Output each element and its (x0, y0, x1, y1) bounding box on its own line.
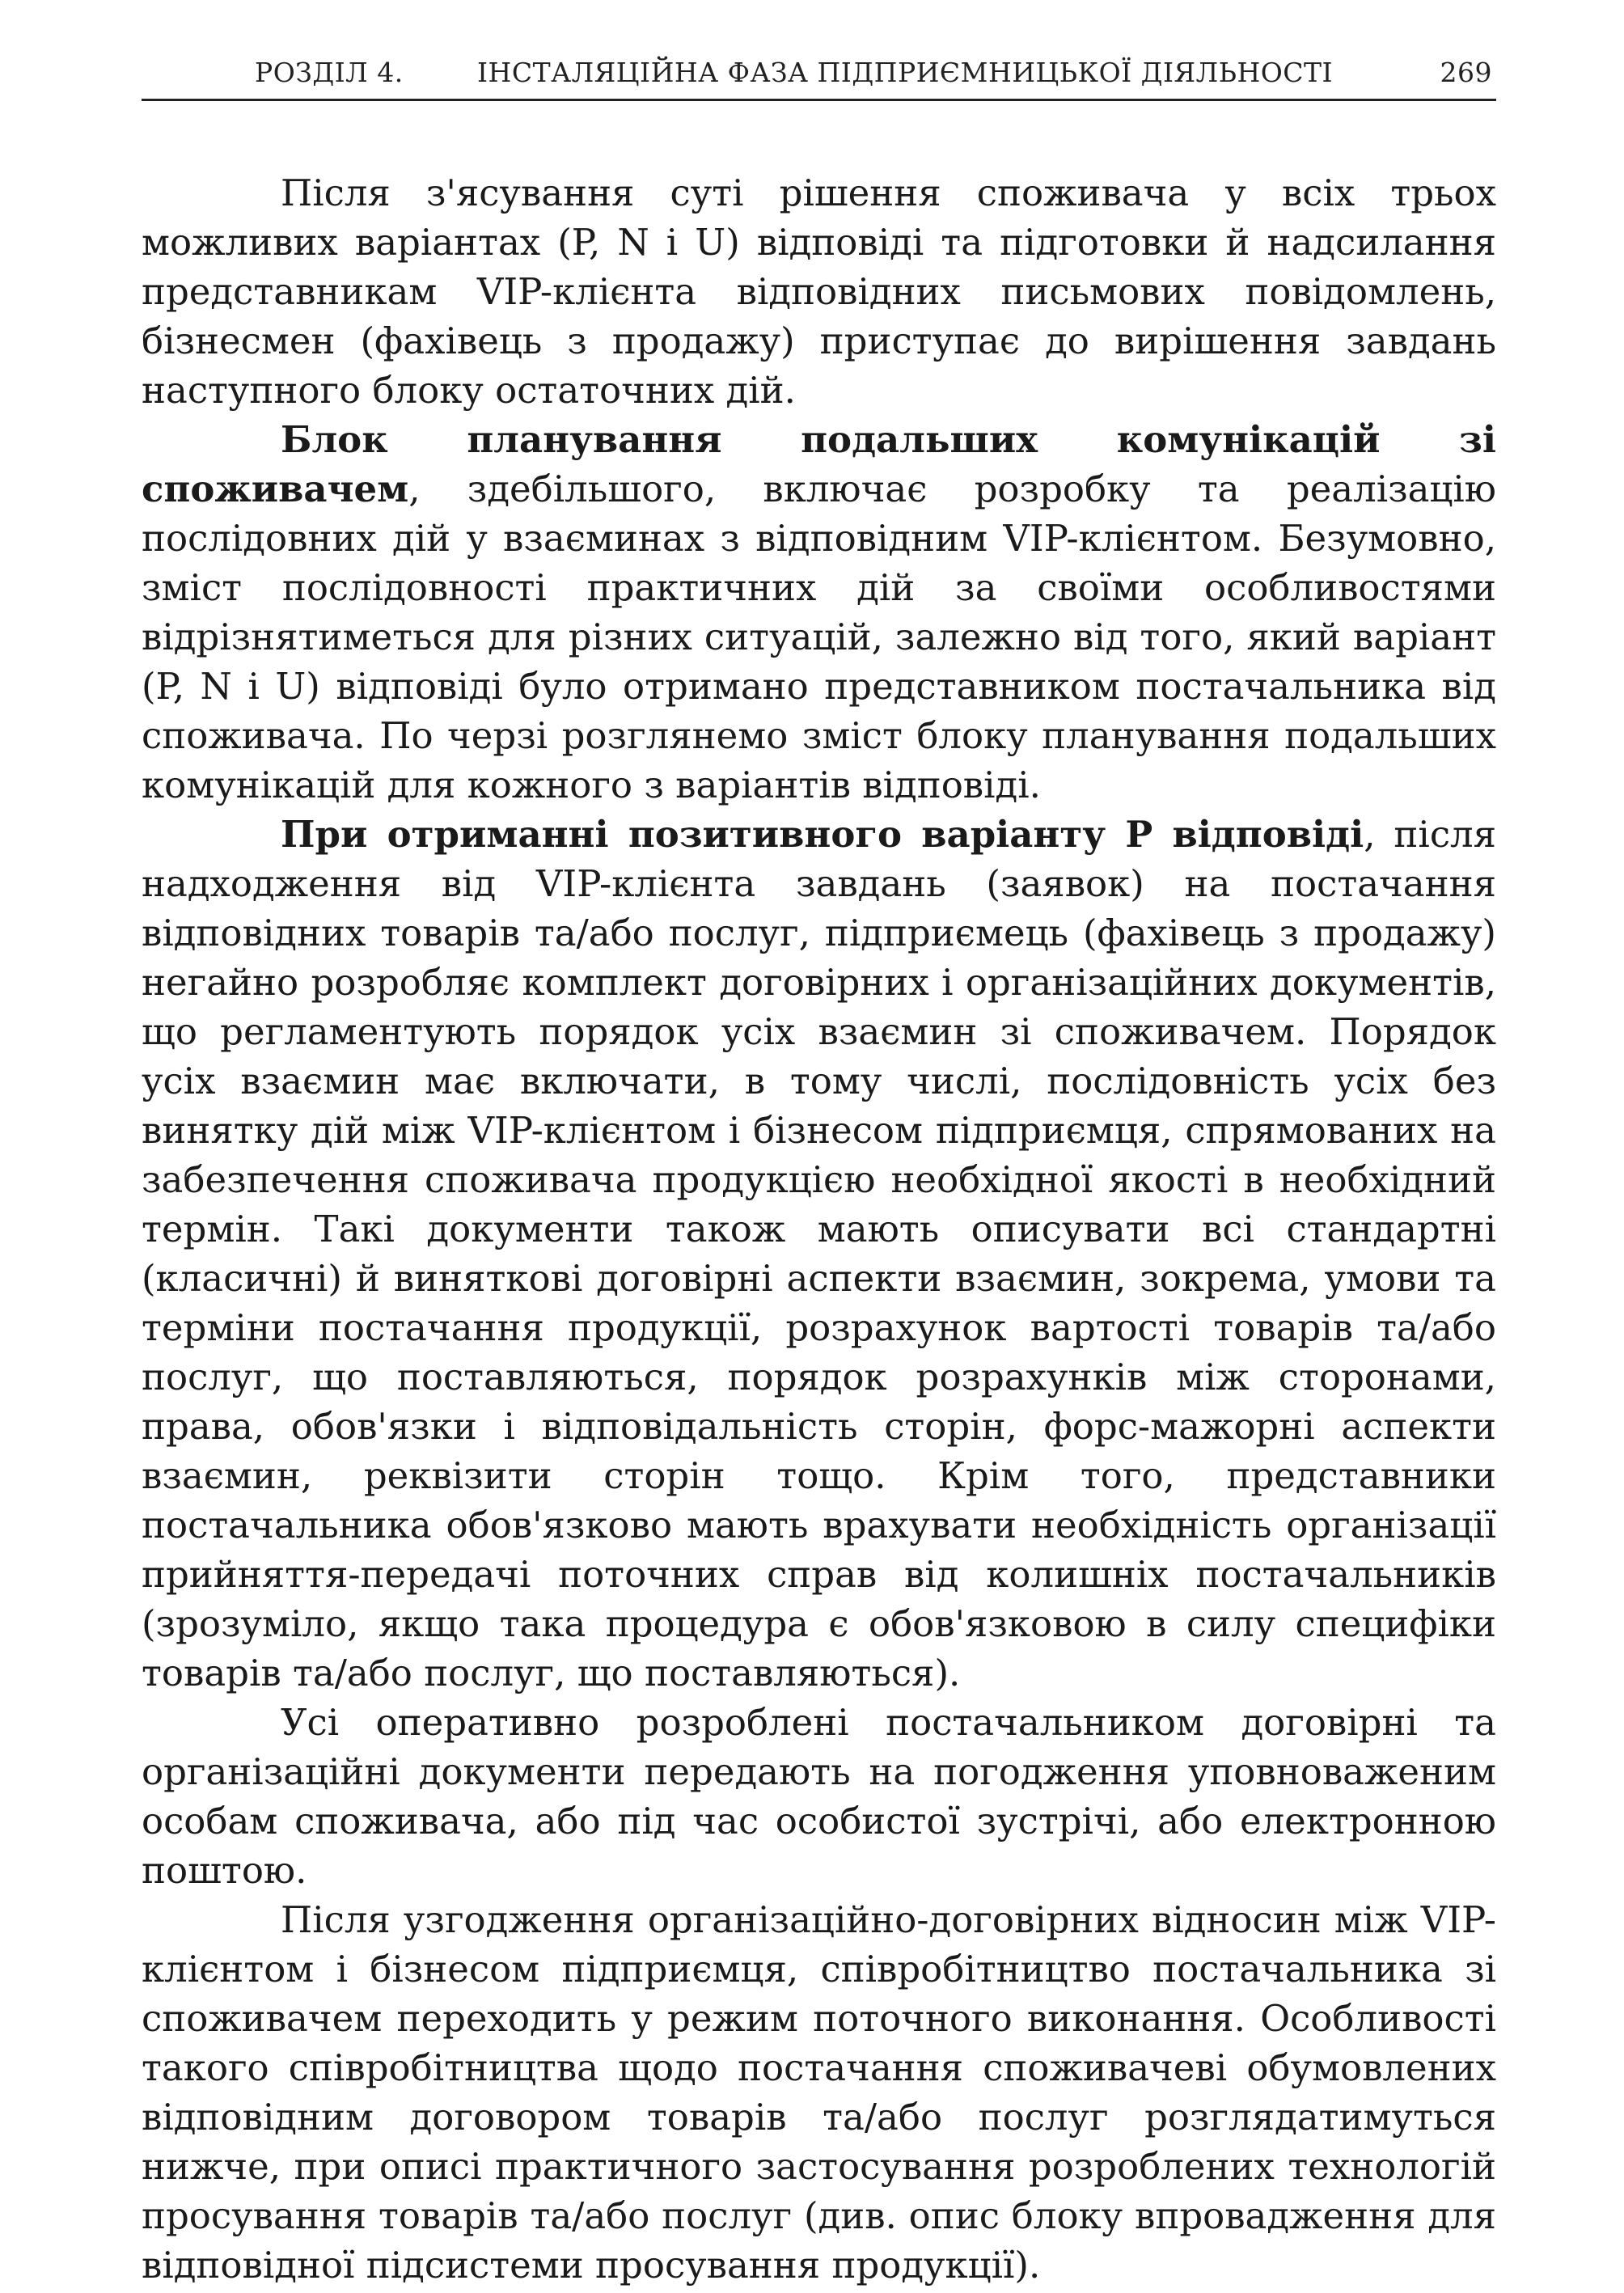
paragraph-text: Після з'ясування суті рішення споживача у всіх трьох можливих варіантах (P, N і U) відповіді та підготовки й надсилання представникам VIP-клієнта відповідних письмових повідомлень, бізнесмен (фахівець з продажу) приступає до вирішення завдань наступного блоку остаточних дій. (142, 171, 1496, 412)
paragraph-bold-lead: Блок планування подальших комунікацій зі споживачем (142, 418, 1496, 510)
running-head-chapter: РОЗДІЛ 4. (255, 57, 404, 88)
paragraph-bold-lead: При отриманні позитивного варіанту Р відповіді (281, 813, 1364, 856)
paragraph (142, 168, 1496, 415)
running-head-title: ІНСТАЛЯЦІЙНА ФАЗА ПІДПРИЄМНИЦЬКОЇ ДІЯЛЬНОСТІ (477, 57, 1334, 88)
paragraph-text: Після узгодження організаційно-договірних відносин між VIP-клієнтом і бізнесом підприємця, співробітництво постачальника зі споживачем переходить у режим поточного виконання. Особливості такого співробітництва щодо постачання споживачеві обумовлених відповідним договором товарів та/або послуг розглядатимуться нижче, при описі практичного застосування розроблених технологій просування товарів та/або послуг (див. опис блоку впровадження для відповідної підсистеми просування продукції). (142, 1898, 1496, 2287)
body-text (142, 168, 1496, 2290)
paragraph-text: Усі оперативно розроблені постачальником договірні та організаційні документи передають на погодження уповноваженим особам споживача, або під час особистої зустрічі, або електронною поштою. (142, 1701, 1496, 1892)
paragraph (142, 1895, 1496, 2290)
paragraph (142, 1698, 1496, 1895)
paragraph (142, 415, 1496, 810)
running-head (142, 50, 1496, 101)
page-number: 269 (1440, 57, 1492, 88)
paragraph-text: , здебільшого, включає розробку та реалізацію послідовних дій у взаєминах з відповідним VIP-клієнтом. Безумовно, зміст послідовності практичних дій за своїми особливостями відрізнятиметься для різних ситуацій, залежно від того, який варіант (P, N і U) відповіді було отримано представником постачальника від споживача. По черзі розглянемо зміст блоку планування подальших комунікацій для кожного з варіантів відповіді. (142, 467, 1496, 806)
paragraph-text: , після надходження від VIP-клієнта завдань (заявок) на постачання відповідних товарів та/або послуг, підприємець (фахівець з продажу) негайно розробляє комплект договірних і організаційних документів, що регламентують порядок усіх взаємин зі споживачем. Порядок усіх взаємин має включати, в тому числі, послідовність усіх без винятку дій між VIP-клієнтом і бізнесом підприємця, спрямованих на забезпечення споживача продукцією необхідної якості в необхідний термін. Такі документи також мають описувати всі стандартні (класичні) й виняткові договірні аспекти взаємин, зокрема, умови та терміни постачання продукції, розрахунок вартості товарів та/або послуг, що поставляються, порядок розрахунків між сторонами, права, обов'язки і відповідальність сторін, форс-мажорні аспекти взаємин, реквізити сторін тощо. Крім того, представники постачальника обов'язково мають врахувати необхідність організації прийняття-передачі поточних справ від колишніх постачальників (зрозуміло, якщо така процедура є обов'язковою в силу специфіки товарів та/або послуг, що поставляються). (142, 813, 1496, 1694)
paragraph (142, 810, 1496, 1698)
